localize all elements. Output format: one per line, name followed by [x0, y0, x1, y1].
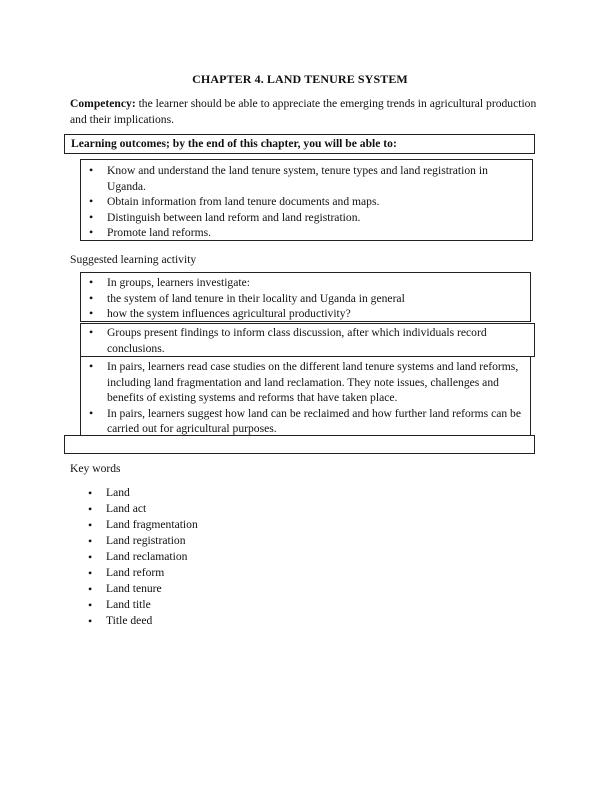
learning-outcomes-heading: Learning outcomes; by the end of this chapter, you will be able to: — [64, 134, 535, 154]
activity-item: • In groups, learners investigate: — [81, 275, 530, 291]
learning-outcomes-box — [80, 159, 533, 241]
activity-item: • In pairs, learners suggest how land can be reclaimed and how further land reforms can be carried out for agricultural purposes. — [81, 406, 524, 437]
activity-box-groups — [80, 272, 531, 322]
key-word-item: • Land reform — [80, 565, 380, 581]
activity-list — [81, 357, 530, 437]
key-word-item: • Land registration — [80, 533, 380, 549]
empty-table-row — [64, 435, 535, 454]
activity-list — [81, 273, 530, 322]
learning-outcome-item: • Promote land reforms. — [81, 225, 526, 241]
activity-item: • Groups present findings to inform class discussion, after which individuals record conclusions. — [81, 325, 528, 356]
key-word-item: • Title deed — [80, 613, 380, 629]
key-word-item: • Land reclamation — [80, 549, 380, 565]
key-words-heading: Key words — [70, 462, 121, 475]
competency-label: Competency: — [70, 97, 136, 110]
learning-outcomes-list — [81, 160, 532, 241]
key-word-item: • Land tenure — [80, 581, 380, 597]
key-word-item: • Land act — [80, 501, 380, 517]
learning-outcome-item: • Obtain information from land tenure documents and maps. — [81, 194, 526, 210]
competency-paragraph — [70, 96, 540, 127]
learning-outcome-item: • Distinguish between land reform and land registration. — [81, 210, 526, 226]
competency-text: the learner should be able to appreciate the emerging trends in agricultural production and their implications. — [70, 97, 537, 126]
learning-outcome-item: • Know and understand the land tenure system, tenure types and land registration in Uganda. — [81, 163, 526, 194]
activity-item: • the system of land tenure in their locality and Uganda in general — [81, 291, 530, 307]
suggested-activity-heading: Suggested learning activity — [70, 253, 197, 266]
activity-box-present — [80, 323, 535, 357]
activity-item: • In pairs, learners read case studies on the different land tenure systems and land reforms, including land fragmentation and land reclamation. They note issues, challenges and benefits of existing systems and reforms that have taken place. — [81, 359, 524, 406]
activity-box-pairs — [80, 356, 531, 436]
key-words-list — [80, 485, 380, 629]
key-word-item: • Land — [80, 485, 380, 501]
chapter-title: CHAPTER 4. LAND TENURE SYSTEM — [192, 72, 408, 86]
activity-item: • how the system influences agricultural productivity? — [81, 306, 530, 322]
key-word-item: • Land fragmentation — [80, 517, 380, 533]
activity-list — [81, 324, 534, 356]
key-word-item: • Land title — [80, 597, 380, 613]
